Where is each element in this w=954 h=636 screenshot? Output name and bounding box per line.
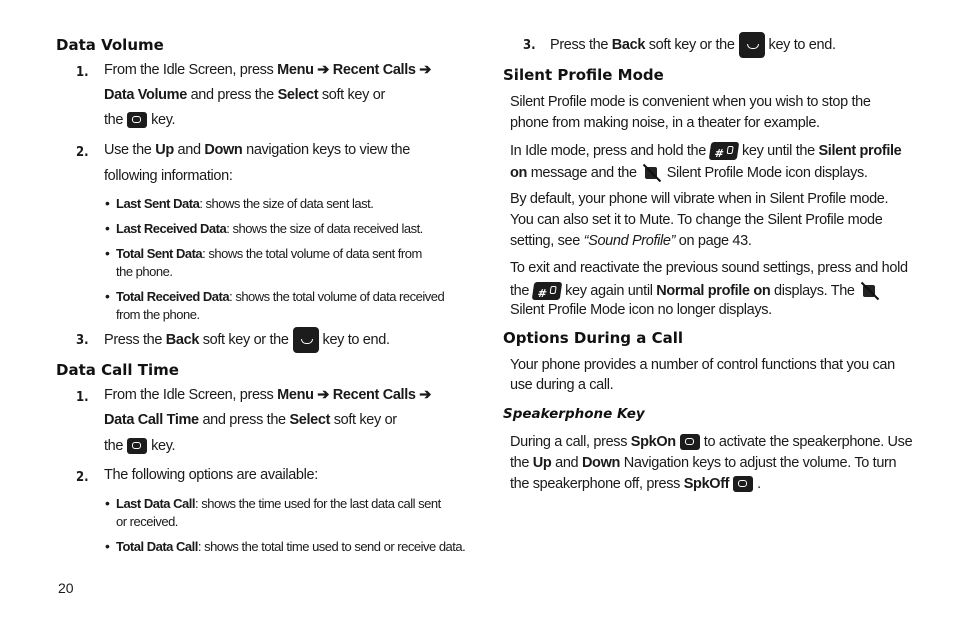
- menu-key-icon: [127, 438, 147, 454]
- step-text: following information:: [104, 168, 233, 184]
- paragraph-line: By default, your phone will vibrate when in Silent Profile mode.: [510, 191, 889, 207]
- bullet-item-continued: the phone.: [116, 264, 173, 279]
- end-key-icon: [293, 327, 319, 353]
- bullet-marker: •: [105, 220, 110, 236]
- paragraph-line: the speakerphone off, press SpkOff .: [510, 476, 761, 492]
- section-heading-options-during-a-call: Options During a Call: [503, 329, 683, 347]
- step-number: 1.: [76, 390, 89, 405]
- bullet-marker: •: [105, 288, 110, 304]
- step-text: Use the Up and Down navigation keys to view the: [104, 142, 410, 158]
- speaker-key-icon: [733, 476, 753, 492]
- step-number: 3.: [523, 38, 536, 53]
- paragraph-line: In Idle mode, press and hold the# key until the Silent profile: [510, 140, 901, 162]
- bullet-marker: •: [105, 538, 110, 554]
- hash-key-icon: [709, 142, 740, 160]
- end-key-icon: [739, 32, 765, 58]
- silent-mode-icon: [641, 162, 663, 184]
- bullet-marker: •: [105, 195, 110, 211]
- step-text: Data Call Time and press the Select soft key or: [104, 412, 397, 428]
- menu-key-icon: [127, 112, 147, 128]
- bullet-item: Last Data Call: shows the time used for the last data call sent: [116, 496, 441, 511]
- bullet-item: Total Received Data: shows the total volume of data received: [116, 289, 445, 304]
- section-heading-silent-profile-mode: Silent Profile Mode: [503, 66, 664, 84]
- bullet-item-continued: or received.: [116, 514, 178, 529]
- section-heading-data-volume: Data Volume: [56, 36, 164, 54]
- bullet-marker: •: [105, 495, 110, 511]
- bullet-item: Last Sent Data: shows the size of data sent last.: [116, 196, 374, 211]
- speaker-key-icon: [680, 434, 700, 450]
- paragraph-line: To exit and reactivate the previous sound settings, press and hold: [510, 260, 908, 276]
- bullet-item: Total Data Call: shows the total time used to send or receive data.: [116, 539, 466, 554]
- bullet-item-continued: from the phone.: [116, 307, 200, 322]
- silent-mode-icon: [859, 280, 881, 302]
- cross-reference: “Sound Profile”: [583, 233, 676, 249]
- paragraph-line: setting, see “Sound Profile” on page 43.: [510, 233, 752, 249]
- subsection-heading-speakerphone-key: Speakerphone Key: [503, 406, 645, 422]
- paragraph-line: the# key again until Normal profile on displays. The: [510, 280, 885, 302]
- paragraph-line: During a call, press SpkOn to activate the speakerphone. Use: [510, 434, 913, 450]
- page-number: 20: [58, 580, 74, 596]
- paragraph-line: Silent Profile Mode icon no longer displays.: [510, 302, 772, 318]
- step-text: The following options are available:: [104, 467, 318, 483]
- paragraph-line: Your phone provides a number of control functions that you can: [510, 357, 895, 373]
- bullet-item: Total Sent Data: shows the total volume of data sent from: [116, 246, 422, 261]
- step-text: From the Idle Screen, press Menu ➔ Recent Calls ➔: [104, 387, 432, 403]
- step-text: Data Volume and press the Select soft key or: [104, 87, 385, 103]
- step-text: Press the Back soft key or the key to end.: [104, 325, 390, 355]
- paragraph-line: use during a call.: [510, 377, 614, 393]
- bullet-marker: •: [105, 245, 110, 261]
- step-text: Press the Back soft key or the key to end.: [550, 30, 836, 60]
- step-text: the key.: [104, 438, 176, 454]
- step-number: 2.: [76, 145, 89, 160]
- step-number: 3.: [76, 333, 89, 348]
- step-text: the key.: [104, 112, 176, 128]
- section-heading-data-call-time: Data Call Time: [56, 361, 179, 379]
- step-number: 2.: [76, 470, 89, 485]
- step-text: From the Idle Screen, press Menu ➔ Recent Calls ➔: [104, 62, 432, 78]
- paragraph-line: You can also set it to Mute. To change the Silent Profile mode: [510, 212, 883, 228]
- paragraph-line: Silent Profile mode is convenient when you wish to stop the: [510, 94, 871, 110]
- paragraph-line: on message and the Silent Profile Mode icon displays.: [510, 162, 868, 184]
- bullet-item: Last Received Data: shows the size of data received last.: [116, 221, 423, 236]
- hash-key-icon: [532, 282, 563, 300]
- step-number: 1.: [76, 65, 89, 80]
- paragraph-line: the Up and Down Navigation keys to adjust the volume. To turn: [510, 455, 897, 471]
- paragraph-line: phone from making noise, in a theater for example.: [510, 115, 820, 131]
